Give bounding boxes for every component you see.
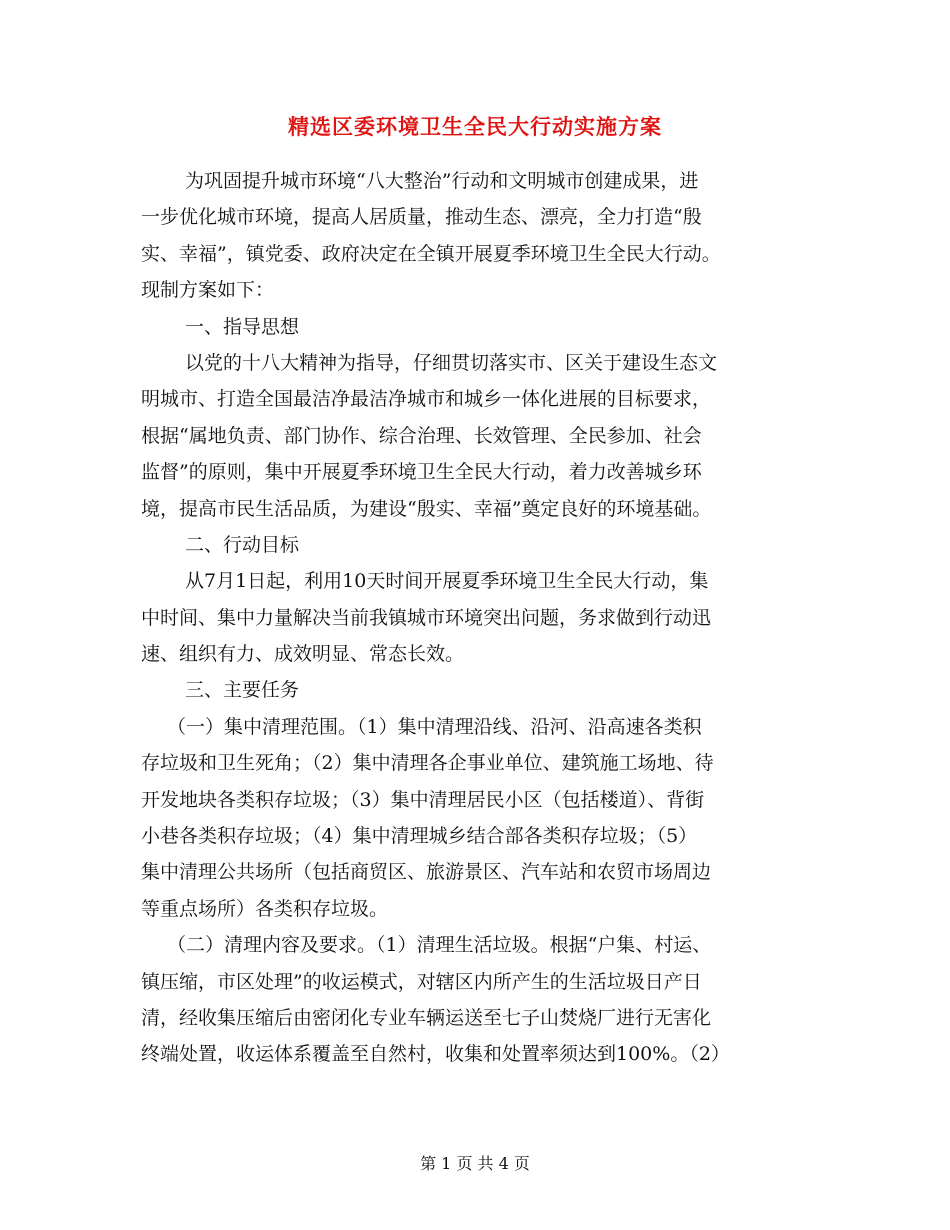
body-line: 一步优化城市环境，提高人居质量，推动生态、漂亮，全力打造“殷 — [141, 206, 702, 229]
body-line: 境，提高市民生活品质，为建设“殷实、幸福”奠定良好的环境基础。 — [141, 497, 712, 520]
body-line: 现制方案如下： — [141, 279, 275, 302]
body-line: 根据“属地负责、部门协作、综合治理、长效管理、全民参加、社会 — [141, 424, 702, 447]
body-line: 开发地块各类积存垃圾；（3）集中清理居民小区（包括楼道）、背街 — [141, 788, 705, 811]
document-body — [141, 163, 821, 1073]
body-line: 等重点场所）各类积存垃圾。 — [141, 897, 389, 920]
section-heading: 二、行动目标 — [185, 533, 300, 556]
document-title: 精选区委环境卫生全民大行动实施方案 — [288, 114, 662, 139]
body-line: （二）清理内容及要求。（1）清理生活垃圾。根据“户集、村运、 — [167, 934, 712, 957]
body-line: 终端处置，收运体系覆盖至自然村，收集和处置率须达到100%。（2） — [141, 1043, 730, 1066]
page-number-footer: 第 1 页 共 4 页 — [420, 1154, 530, 1173]
body-line: 以党的十八大精神为指导，仔细贯切落实市、区关于建设生态文 — [185, 351, 718, 374]
body-line: 从7月1日起，利用10天时间开展夏季环境卫生全民大行动，集 — [185, 570, 709, 593]
body-line: 镇压缩，市区处理”的收运模式，对辖区内所产生的生活垃圾日产日 — [141, 970, 702, 993]
body-line: 集中清理公共场所（包括商贸区、旅游景区、汽车站和农贸市场周边 — [141, 861, 712, 884]
section-heading: 三、主要任务 — [185, 679, 300, 702]
body-line: 明城市、打造全国最洁净最洁净城市和城乡一体化进展的目标要求， — [141, 388, 712, 411]
body-line: 小巷各类积存垃圾；（4）集中清理城乡结合部各类积存垃圾；（5） — [141, 825, 698, 848]
body-line: 监督”的原则，集中开展夏季环境卫生全民大行动，着力改善城乡环 — [141, 461, 702, 484]
body-line: （一）集中清理范围。（1）集中清理沿线、沿河、沿高速各类积 — [167, 715, 702, 738]
body-line: 速、组织有力、成效明显、常态长效。 — [141, 643, 465, 666]
section-heading: 一、指导思想 — [185, 315, 300, 338]
body-line: 实、幸福”，镇党委、政府决定在全镇开展夏季环境卫生全民大行动。 — [141, 242, 721, 265]
body-line: 清，经收集压缩后由密闭化专业车辆运送至七子山焚烧厂进行无害化 — [141, 1006, 712, 1029]
body-line: 存垃圾和卫生死角；（2）集中清理各企事业单位、建筑施工场地、待 — [141, 752, 714, 775]
body-line: 为巩固提升城市环境“八大整治”行动和文明城市创建成果，进 — [185, 170, 699, 192]
body-line: 中时间、集中力量解决当前我镇城市环境突出问题，务求做到行动迅 — [141, 606, 712, 629]
